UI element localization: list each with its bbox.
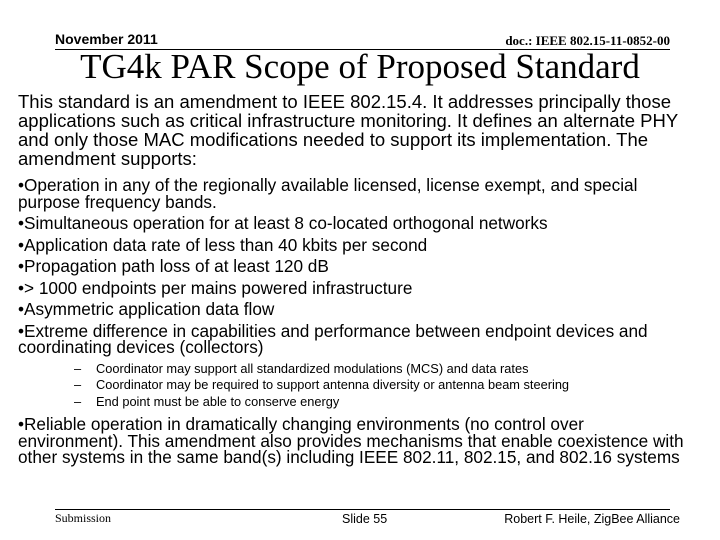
bullet-item: •Asymmetric application data flow <box>18 299 275 319</box>
bullet-item: •Simultaneous operation for at least 8 co-located orthogonal networks <box>18 213 548 233</box>
header-date: November 2011 <box>55 31 158 47</box>
sub-bullet-list <box>74 361 690 411</box>
bullet-item-final: •Reliable operation in dramatically changing environments (no control over environment). This amendment also provides mechanisms that enable coexistence with other systems in the same band(s) including IEEE 802.11, 802.15, and 802.16 systems <box>18 414 684 467</box>
bullet-item: •Propagation path loss of at least 120 dB <box>18 256 329 276</box>
slide-title: TG4k PAR Scope of Proposed Standard <box>80 47 640 86</box>
slide-body <box>18 92 690 471</box>
dash-marker: – <box>74 360 82 376</box>
footer-author: Robert F. Heile, ZigBee Alliance <box>504 512 680 526</box>
header-doc-id: doc.: IEEE 802.15-11-0852-00 <box>505 33 670 48</box>
bullet-item: •Operation in any of the regionally available licensed, license exempt, and special purpose frequency bands. <box>18 175 638 212</box>
sub-bullet-text: Coordinator may be required to support antenna diversity or antenna beam steering <box>96 377 570 392</box>
sub-bullet-item <box>74 377 690 394</box>
sub-bullet-item <box>74 394 690 411</box>
sub-bullet-item <box>74 361 690 378</box>
footer-divider <box>55 509 670 510</box>
footer-submission: Submission <box>55 511 112 525</box>
footer-slide-number: Slide 55 <box>342 512 388 526</box>
bullet-item: •Application data rate of less than 40 kbits per second <box>18 234 428 255</box>
dash-marker: – <box>74 377 82 392</box>
bullet-item: •> 1000 endpoints per mains powered infrastructure <box>18 277 413 298</box>
sub-bullet-text: End point must be able to conserve energy <box>96 393 340 409</box>
sub-bullet-text: Coordinator may support all standardized modulations (MCS) and data rates <box>96 360 529 376</box>
dash-marker: – <box>74 393 82 409</box>
bullet-item: •Extreme difference in capabilities and performance between endpoint devices and coordinating devices (collectors) <box>18 320 648 357</box>
intro-paragraph: This standard is an amendment to IEEE 802.15.4. It addresses principally those applications such as critical infrastructure monitoring. It defines an alternate PHY and only those MAC modifications needed to support its implementation. The amendment supports: <box>18 91 678 169</box>
